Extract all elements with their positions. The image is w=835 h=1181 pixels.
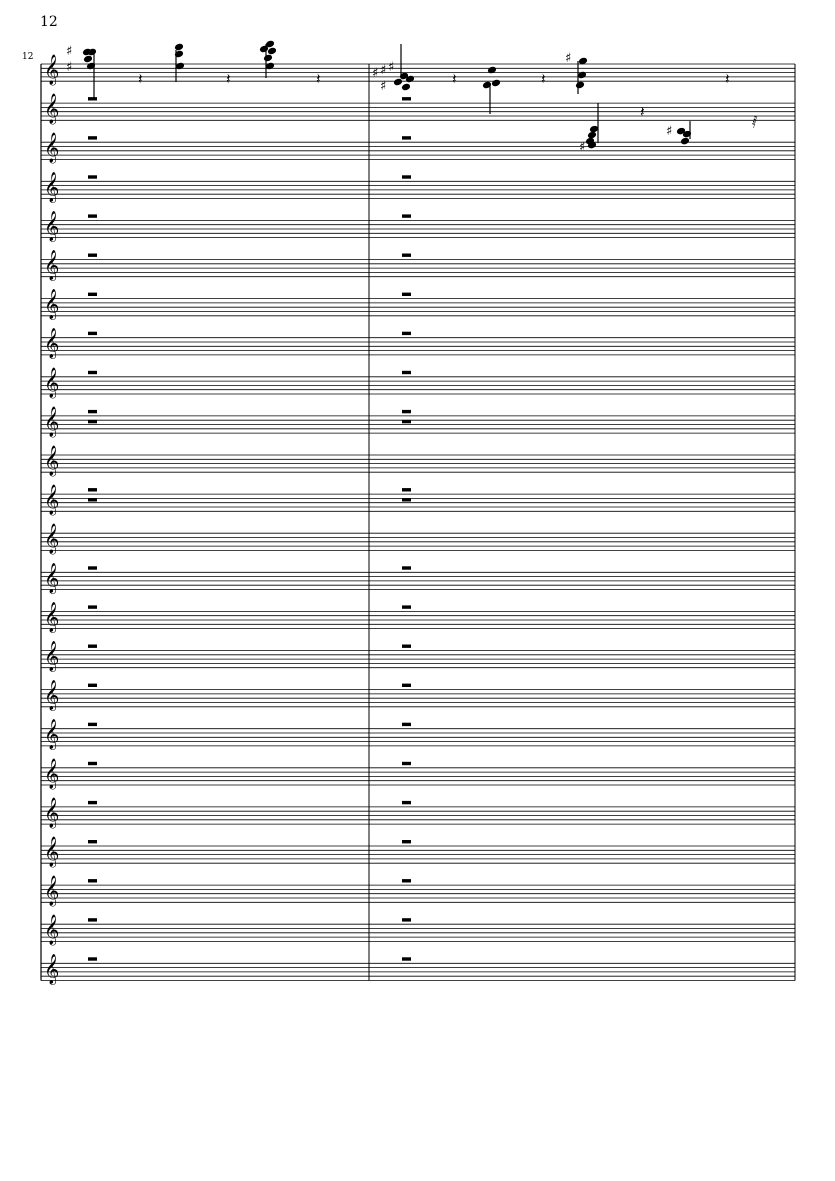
sharp-accidental: ♯ [380, 63, 387, 78]
whole-rest [88, 214, 97, 217]
rests [88, 97, 411, 961]
treble-clef-10: 𝄞 [44, 406, 60, 437]
staff-11 [41, 455, 795, 472]
whole-rest [402, 498, 411, 501]
staff-24 [41, 963, 795, 980]
staff-16 [41, 651, 795, 668]
whole-rest [88, 957, 97, 960]
staff-18 [41, 729, 795, 746]
whole-rest [88, 723, 97, 726]
whole-rest [402, 488, 411, 491]
whole-rest [88, 420, 97, 423]
whole-rest [402, 254, 411, 257]
treble-clef-20: 𝄞 [44, 797, 60, 828]
notes [66, 40, 758, 155]
whole-rest [88, 801, 97, 804]
whole-rest [88, 566, 97, 569]
notehead [393, 78, 403, 87]
whole-rest [402, 918, 411, 921]
whole-rest [402, 420, 411, 423]
whole-rest [402, 684, 411, 687]
treble-clef-2: 𝄞 [44, 94, 60, 125]
staff-14 [41, 572, 795, 589]
staff-1 [41, 64, 795, 81]
quarter-rest: 𝄽 [725, 70, 730, 88]
treble-clef-21: 𝄞 [44, 837, 60, 867]
whole-rest [402, 566, 411, 569]
treble-clef-23: 𝄞 [44, 915, 60, 946]
whole-rest [402, 214, 411, 217]
staff-21 [41, 846, 795, 863]
whole-rest [88, 175, 97, 178]
measure-number: 12 [22, 52, 34, 62]
whole-rest [402, 97, 411, 100]
whole-rest [88, 136, 97, 139]
whole-rest [88, 762, 97, 765]
notehead [263, 54, 273, 63]
whole-rest [88, 371, 97, 374]
treble-clef-14: 𝄞 [44, 563, 60, 594]
staff-8 [41, 338, 795, 355]
treble-clef-22: 𝄞 [44, 876, 60, 907]
staff-15 [41, 611, 795, 628]
notehead [575, 81, 585, 90]
treble-clef-3: 𝄞 [44, 133, 60, 164]
treble-clef-8: 𝄞 [44, 328, 60, 359]
sharp-accidental: ♯ [372, 66, 379, 81]
treble-clef-18: 𝄞 [44, 719, 60, 750]
staff-20 [41, 807, 795, 824]
whole-rest [88, 293, 97, 296]
sharp-accidental: ♯ [66, 44, 73, 59]
clefs [44, 54, 59, 985]
treble-clef-11: 𝄞 [44, 446, 60, 476]
thirty-second-rest: 𝅁 [752, 114, 758, 130]
staff-10 [41, 416, 795, 433]
treble-clef-15: 𝄞 [44, 602, 60, 633]
treble-clef-9: 𝄞 [44, 367, 60, 398]
whole-rest [402, 136, 411, 139]
quarter-rest: 𝄽 [226, 70, 231, 88]
notehead [487, 66, 497, 75]
treble-clef-4: 𝄞 [44, 172, 60, 203]
treble-clef-19: 𝄞 [44, 758, 60, 789]
page-number: 12 [40, 14, 58, 30]
whole-rest [402, 723, 411, 726]
staff-7 [41, 299, 795, 316]
whole-rest [402, 332, 411, 335]
sharp-accidental: ♯ [388, 60, 395, 75]
whole-rest [88, 918, 97, 921]
whole-rest [402, 293, 411, 296]
treble-clef-1: 𝄞 [44, 55, 60, 85]
staff-12 [41, 494, 795, 511]
staff-22 [41, 885, 795, 902]
whole-rest [88, 488, 97, 491]
staff-2 [41, 103, 795, 120]
whole-rest [88, 410, 97, 413]
notehead [83, 55, 93, 64]
staff-6 [41, 260, 795, 277]
staff-5 [41, 220, 795, 237]
whole-rest [402, 957, 411, 960]
quarter-rest: 𝄽 [640, 103, 645, 122]
treble-clef-17: 𝄞 [44, 680, 60, 711]
notehead [267, 47, 277, 56]
whole-rest [402, 840, 411, 843]
notehead [401, 83, 411, 92]
notehead [680, 137, 690, 146]
treble-clef-6: 𝄞 [44, 250, 60, 281]
whole-rest [88, 645, 97, 648]
treble-clef-7: 𝄞 [44, 289, 60, 320]
quarter-rest: 𝄽 [452, 70, 457, 88]
whole-rest [402, 175, 411, 178]
whole-rest [88, 684, 97, 687]
whole-rest [88, 879, 97, 882]
whole-rest [402, 645, 411, 648]
whole-rest [88, 605, 97, 608]
whole-rest [402, 605, 411, 608]
staves [41, 64, 795, 981]
sharp-accidental: ♯ [565, 51, 572, 66]
quarter-rest: 𝄽 [316, 70, 321, 88]
whole-rest [88, 254, 97, 257]
staff-23 [41, 924, 795, 941]
sharp-accidental: ♯ [666, 124, 673, 140]
whole-rest [88, 498, 97, 501]
treble-clef-5: 𝄞 [44, 211, 60, 242]
whole-rest [88, 840, 97, 843]
whole-rest [402, 879, 411, 882]
treble-clef-13: 𝄞 [44, 524, 60, 555]
quarter-rest: 𝄽 [541, 70, 546, 88]
staff-17 [41, 690, 795, 707]
barlines [41, 64, 795, 981]
sharp-accidental: ♯ [66, 60, 73, 75]
whole-rest [402, 801, 411, 804]
staff-19 [41, 768, 795, 785]
sharp-accidental: ♯ [579, 140, 586, 156]
staff-3 [41, 142, 795, 159]
quarter-rest: 𝄽 [138, 70, 143, 88]
staff-13 [41, 533, 795, 550]
whole-rest [88, 332, 97, 335]
treble-clef-24: 𝄞 [44, 954, 60, 985]
whole-rest [402, 410, 411, 413]
sharp-accidental: ♯ [380, 79, 387, 94]
staff-4 [41, 181, 795, 198]
whole-rest [88, 97, 97, 100]
staff-9 [41, 377, 795, 394]
treble-clef-16: 𝄞 [44, 641, 60, 672]
notehead [491, 79, 501, 88]
whole-rest [402, 762, 411, 765]
whole-rest [402, 371, 411, 374]
treble-clef-12: 𝄞 [44, 485, 60, 516]
